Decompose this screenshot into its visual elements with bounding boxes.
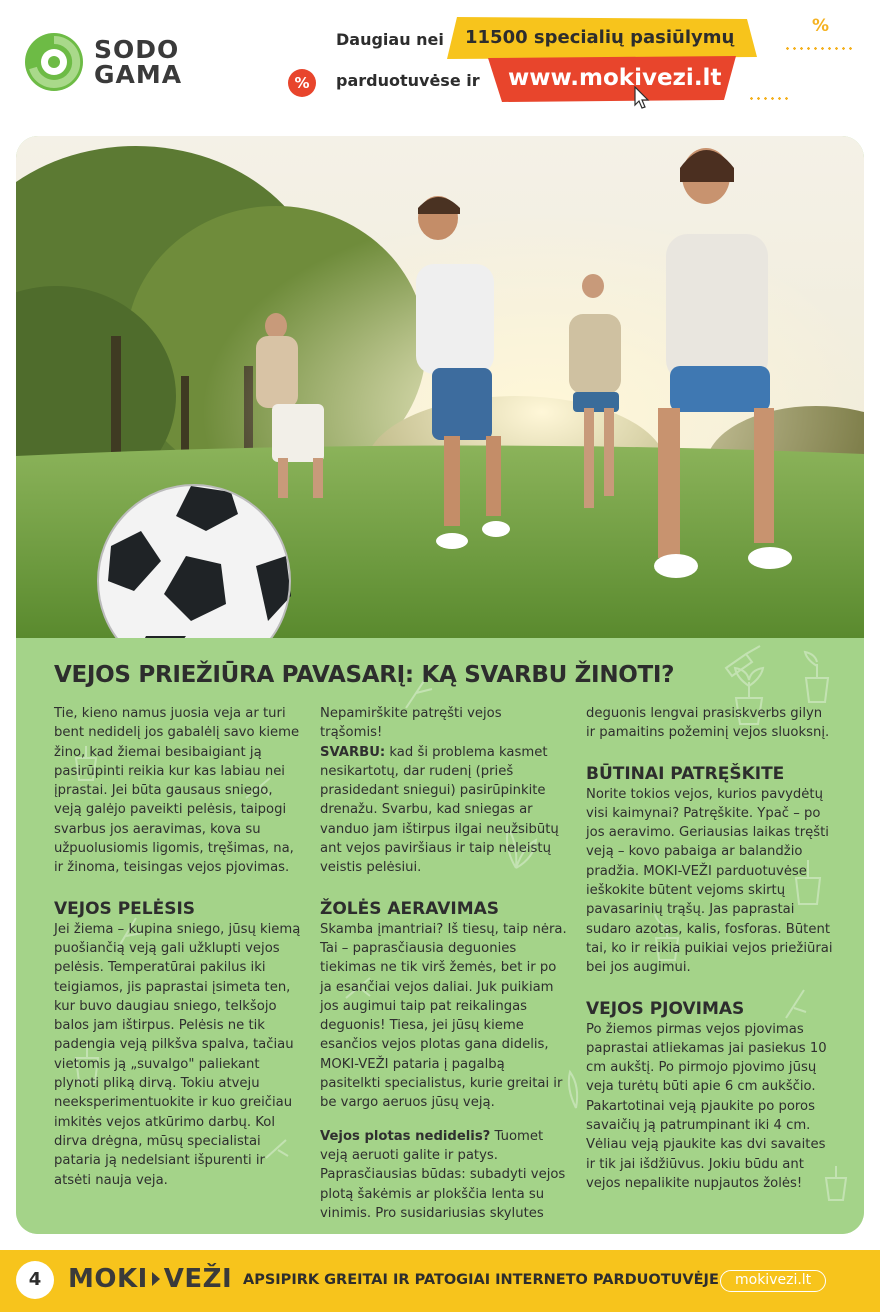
article-card <box>16 136 864 1234</box>
arrow-right-icon <box>150 1270 162 1288</box>
mold-paragraph: Jei žiema – kupina sniego, jūsų kiemą puošiančią veją gali užklupti vejos pelėsis. Temperatūrai pakilus iki teigiamos, jis paprastai įsimeta ten, kur buvo daugiau sniego, telkšojo balos jam ištirpus. Pelėsis ne tik padengia veją pilkšva spalva, tačiau vietomis ją „suvalgo" paliekant plynoti pliką dirvą. Tokiu atveju neeksperimentuokite ir kuo greičiau imkitės vejos atkūrimo darbų. Kol dirva drėgna, mūsų specialistai pataria ją nedelsiant išpurenti ir atsėti nauja veja. <box>54 921 301 1188</box>
promo-highlight-banner <box>447 17 757 59</box>
important-text: kad ši problema kasmet nesikartotų, dar rudenį (prieš prasidedant sniegui) pasirūpinkite drenažu. Svarbu, kad sniegas ar vanduo jam ištirpus ilgai neužsibūtų ant vejos paviršiaus ir taip neleistų veistis pelėsiui. <box>320 744 559 876</box>
fertilize-paragraph: Norite tokios vejos, kurios pavydėtų visi kaimynai? Patręškite. Ypač – po jos aeravimo. Geriausias laikas tręšti veją – kovo pabaiga ar balandžio pradžia. MOKI-VEŽI parduotuvėse ieškokite būtent vejoms skirtų pavasarinių trąšų. Jas paprastai sudaro azotas, kalis, fosforas. Būtent tai, ko ir reikia puikiai vejos priežiūrai bei jos augimui. <box>586 786 833 976</box>
page-number: 4 <box>16 1261 54 1299</box>
footer-slogan: APSIPIRK GREITAI IR PATOGIAI INTERNETO PARDUOTUVĖJE <box>243 1272 719 1288</box>
brand-right: VEŽI <box>163 1264 233 1294</box>
aeration-heading: ŽOLĖS AERAVIMAS <box>320 898 500 919</box>
promo-suffix: parduotuvėse ir <box>336 71 480 90</box>
logo-line2: GAMA <box>94 60 183 89</box>
promo-url-link[interactable]: www.mokivezi.lt <box>508 65 722 91</box>
header <box>0 0 880 125</box>
intro-paragraph: Tie, kieno namus juosia veja ar turi bent nedidelį jos gabalėlį savo kieme žino, kad žiemai besibaigiant ją pasirūpinti reikia kur kas labiau nei įprastai. Jei būta gausaus sniego, veją galėjo paveikti pelėsis, taipogi svarbus jos aeravimas, kova su užpuolusiomis ligomis, tręšimas, na, ir žinoma, teisingas vejos pjovimas. <box>54 706 300 876</box>
column-2 <box>320 704 568 1223</box>
article-title: VEJOS PRIEŽIŪRA PAVASARĮ: KĄ SVARBU ŽINOTI? <box>54 662 675 688</box>
logo-line1: SODO <box>94 35 180 64</box>
footer-url-link[interactable]: mokivezi.lt <box>720 1270 826 1292</box>
decorative-dots <box>784 47 856 50</box>
col3-continuation: deguonis lengvai prasiskverbs gilyn ir pamaitins požeminį vejos sluoksnį. <box>586 706 830 741</box>
sodo-gama-logo-icon <box>24 32 84 92</box>
sodo-gama-logo[interactable] <box>24 32 182 92</box>
promo-highlight-text: 11500 specialių pasiūlymų <box>465 27 735 48</box>
col2-intro: Nepamirškite patręšti vejos trąšomis! <box>320 706 502 741</box>
promo-url-banner[interactable] <box>488 56 736 102</box>
important-paragraph <box>320 743 568 878</box>
important-label: SVARBU: <box>320 744 386 760</box>
cursor-icon <box>634 86 650 110</box>
footer <box>0 1250 880 1312</box>
percent-icon: % <box>288 69 316 97</box>
promo-prefix: Daugiau nei <box>336 30 444 49</box>
logo-text <box>94 37 182 87</box>
fertilize-heading: BŪTINAI PATRĘŠKITE <box>586 763 785 784</box>
mold-heading: VEJOS PELĖSIS <box>54 898 196 919</box>
small-area-label: Vejos plotas nedidelis? <box>320 1128 491 1144</box>
moki-vezi-logo[interactable] <box>68 1264 232 1294</box>
aeration-paragraph: Skamba įmantriai? Iš tiesų, taip nėra. Tai – paprasčiausia deguonies tiekimas ne tik virš žemės, bet ir po ja esančiai vejos daliai. Juk puikiam jos augimui taip pat reikalingas deguonis! Tiesa, jei jūsų kieme esančios vejos plotas gana didelis, MOKI-VEŽI pataria į pagalbą pasitelkti specialistus, kurie greitai ir be vargo aeruos jūsų veją. <box>320 921 567 1111</box>
column-1 <box>54 704 302 1190</box>
small-area-text: Tuomet veją aeruoti galite ir patys. Paprasčiausias būdas: subadyti vejos plotą šakėmis ar plokščia lenta su vinimis. Pro susidariusias skylutes <box>320 1128 566 1221</box>
percent-small-icon: % <box>812 16 830 36</box>
family-soccer-photo <box>16 136 864 638</box>
column-3 <box>586 704 834 1193</box>
mowing-heading: VEJOS PJOVIMAS <box>586 998 745 1019</box>
brand-left: MOKI <box>68 1264 148 1294</box>
decorative-dots <box>748 97 792 100</box>
mowing-paragraph: Po žiemos pirmas vejos pjovimas paprastai atliekamas jai pasiekus 10 cm aukštį. Po pirmojo pjovimo jūsų veja turėtų būti apie 6 cm aukščio. Pakartotinai veją pjaukite po poros savaičių ją patrumpinant iki 4 cm. Vėliau veją pjaukite kas dvi savaites ir tik jai išdžiūvus. Jokiu būdu ant vejos nepalikite nupjautos žolės! <box>586 1021 827 1191</box>
small-area-paragraph <box>320 1127 568 1223</box>
